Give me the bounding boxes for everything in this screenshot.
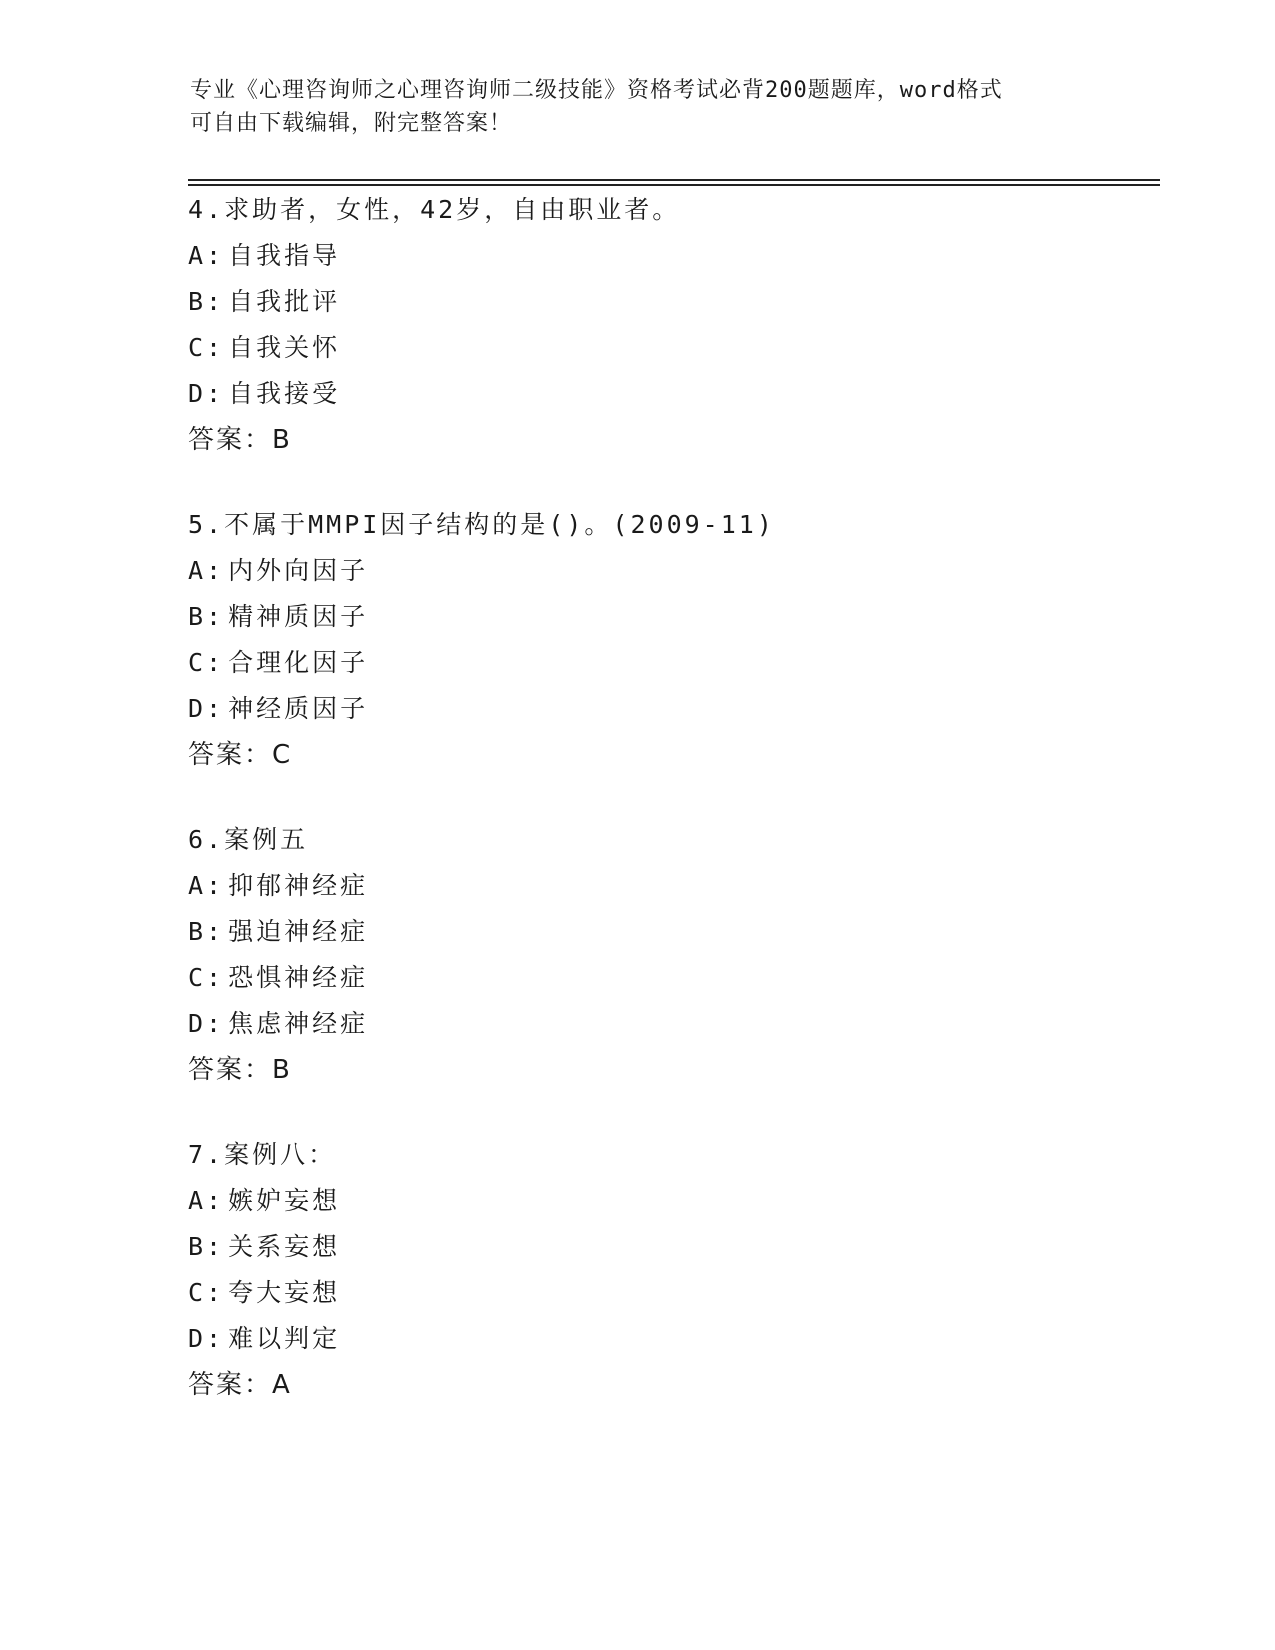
option-text: 自我接受	[228, 379, 341, 408]
option-c	[188, 325, 1148, 371]
option-text: 焦虑神经症	[228, 1009, 369, 1038]
option-text: 难以判定	[228, 1324, 341, 1353]
option-key: A:	[188, 556, 225, 585]
option-b	[188, 594, 1148, 640]
option-b	[188, 1224, 1148, 1270]
question-4	[188, 187, 1148, 463]
option-key: B:	[188, 1232, 225, 1261]
option-text: 自我关怀	[228, 333, 341, 362]
option-text: 恐惧神经症	[228, 963, 369, 992]
option-key: D:	[188, 1324, 225, 1353]
answer-label: 答案：A	[188, 1370, 292, 1400]
option-c	[188, 955, 1148, 1001]
option-text: 嫉妒妄想	[228, 1186, 341, 1215]
header-divider-top	[188, 179, 1160, 181]
option-key: C:	[188, 648, 225, 677]
option-c	[188, 1270, 1148, 1316]
option-d	[188, 1001, 1148, 1047]
option-b	[188, 279, 1148, 325]
option-b	[188, 909, 1148, 955]
option-text: 精神质因子	[228, 602, 369, 631]
option-a	[188, 233, 1148, 279]
option-key: A:	[188, 871, 225, 900]
option-key: B:	[188, 602, 225, 631]
question-stem: 6.案例五	[188, 825, 309, 854]
question-stem: 5.不属于MMPI因子结构的是()。(2009-11)	[188, 510, 775, 539]
option-text: 夸大妄想	[228, 1278, 341, 1307]
question-5	[188, 502, 1148, 778]
option-text: 合理化因子	[228, 648, 369, 677]
option-a	[188, 1178, 1148, 1224]
option-key: B:	[188, 917, 225, 946]
option-key: D:	[188, 694, 225, 723]
option-text: 自我批评	[228, 287, 341, 316]
question-stem: 4.求助者，女性，42岁，自由职业者。	[188, 195, 681, 224]
option-d	[188, 686, 1148, 732]
option-c	[188, 640, 1148, 686]
option-text: 抑郁神经症	[228, 871, 369, 900]
header-line-1: 专业《心理咨询师之心理咨询师二级技能》资格考试必背200题题库，word格式	[190, 78, 1003, 103]
option-text: 内外向因子	[228, 556, 369, 585]
option-d	[188, 371, 1148, 417]
option-key: C:	[188, 333, 225, 362]
option-key: D:	[188, 379, 225, 408]
option-key: C:	[188, 1278, 225, 1307]
option-text: 神经质因子	[228, 694, 369, 723]
question-stem: 7.案例八：	[188, 1140, 337, 1169]
header-line-2: 可自由下载编辑，附完整答案！	[190, 111, 513, 136]
answer-label: 答案：B	[188, 425, 292, 455]
option-key: A:	[188, 1186, 225, 1215]
answer-label: 答案：B	[188, 1055, 292, 1085]
option-text: 关系妄想	[228, 1232, 341, 1261]
answer-label: 答案：C	[188, 740, 293, 770]
question-6	[188, 817, 1148, 1093]
option-a	[188, 548, 1148, 594]
option-key: A:	[188, 241, 225, 270]
question-7	[188, 1132, 1148, 1408]
option-a	[188, 863, 1148, 909]
option-key: B:	[188, 287, 225, 316]
option-key: D:	[188, 1009, 225, 1038]
document-header	[190, 74, 1090, 140]
option-text: 强迫神经症	[228, 917, 369, 946]
option-d	[188, 1316, 1148, 1362]
header-divider-bottom	[188, 184, 1160, 186]
option-text: 自我指导	[228, 241, 341, 270]
option-key: C:	[188, 963, 225, 992]
